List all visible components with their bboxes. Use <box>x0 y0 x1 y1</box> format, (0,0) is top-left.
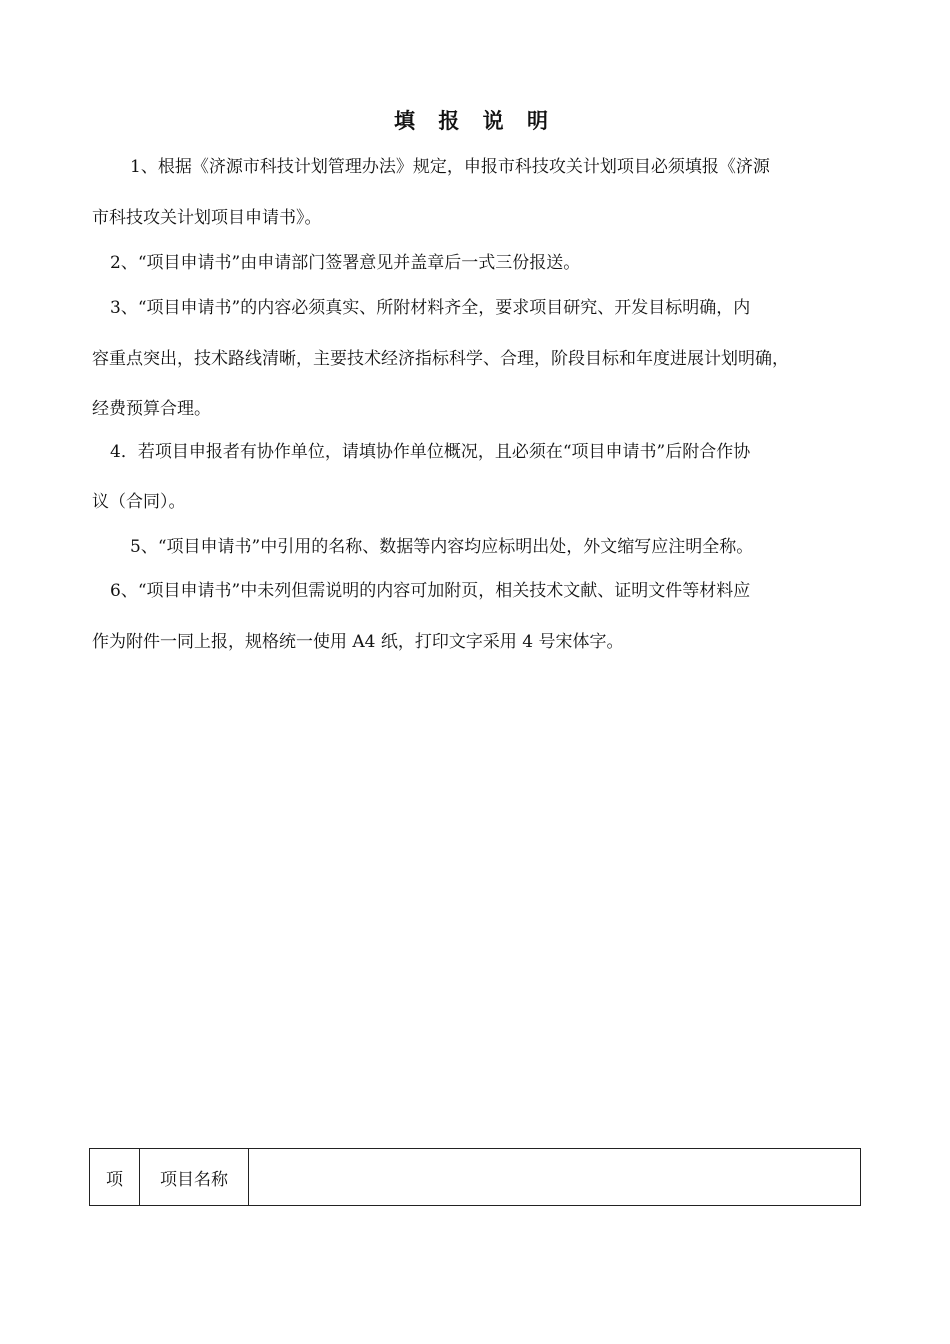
page-title: 填 报 说 明 <box>394 108 556 133</box>
paragraph-4-line-1: 4．若项目申报者有协作单位，请填协作单位概况，且必须在“项目申请书”后附合作协 <box>110 442 751 462</box>
paragraph-4-line-2: 议（合同）。 <box>92 492 186 512</box>
paragraph-5-line-1: 5、“项目申请书”中引用的名称、数据等内容均应标明出处，外文缩写应注明全称。 <box>130 537 754 557</box>
paragraph-6-line-2: 作为附件一同上报，规格统一使用 A4 纸，打印文字采用 4 号宋体字。 <box>92 632 624 652</box>
paragraph-3-line-1: 3、“项目申请书”的内容必须真实、所附材料齐全，要求项目研究、开发目标明确，内 <box>110 298 751 318</box>
paragraph-6-line-1: 6、“项目申请书”中未列但需说明的内容可加附页，相关技术文献、证明文件等材料应 <box>110 581 751 601</box>
paragraph-3-line-2: 容重点突出，技术路线清晰，主要技术经济指标科学、合理，阶段目标和年度进展计划明确， <box>92 349 789 369</box>
paragraph-2-line-1: 2、“项目申请书”由申请部门签署意见并盖章后一式三份报送。 <box>110 253 581 273</box>
project-info-table <box>89 1148 861 1206</box>
table-cell-project-name-value[interactable] <box>249 1149 860 1205</box>
paragraph-1-line-1: 1、根据《济源市科技计划管理办法》规定，申报市科技攻关计划项目必须填报《济源 <box>130 157 770 177</box>
paragraph-3-line-3: 经费预算合理。 <box>92 399 211 419</box>
table-cell-project-header: 项 <box>90 1149 140 1205</box>
table-cell-project-name-label: 项目名称 <box>140 1149 249 1205</box>
paragraph-1-line-2: 市科技攻关计划项目申请书》。 <box>92 208 322 228</box>
